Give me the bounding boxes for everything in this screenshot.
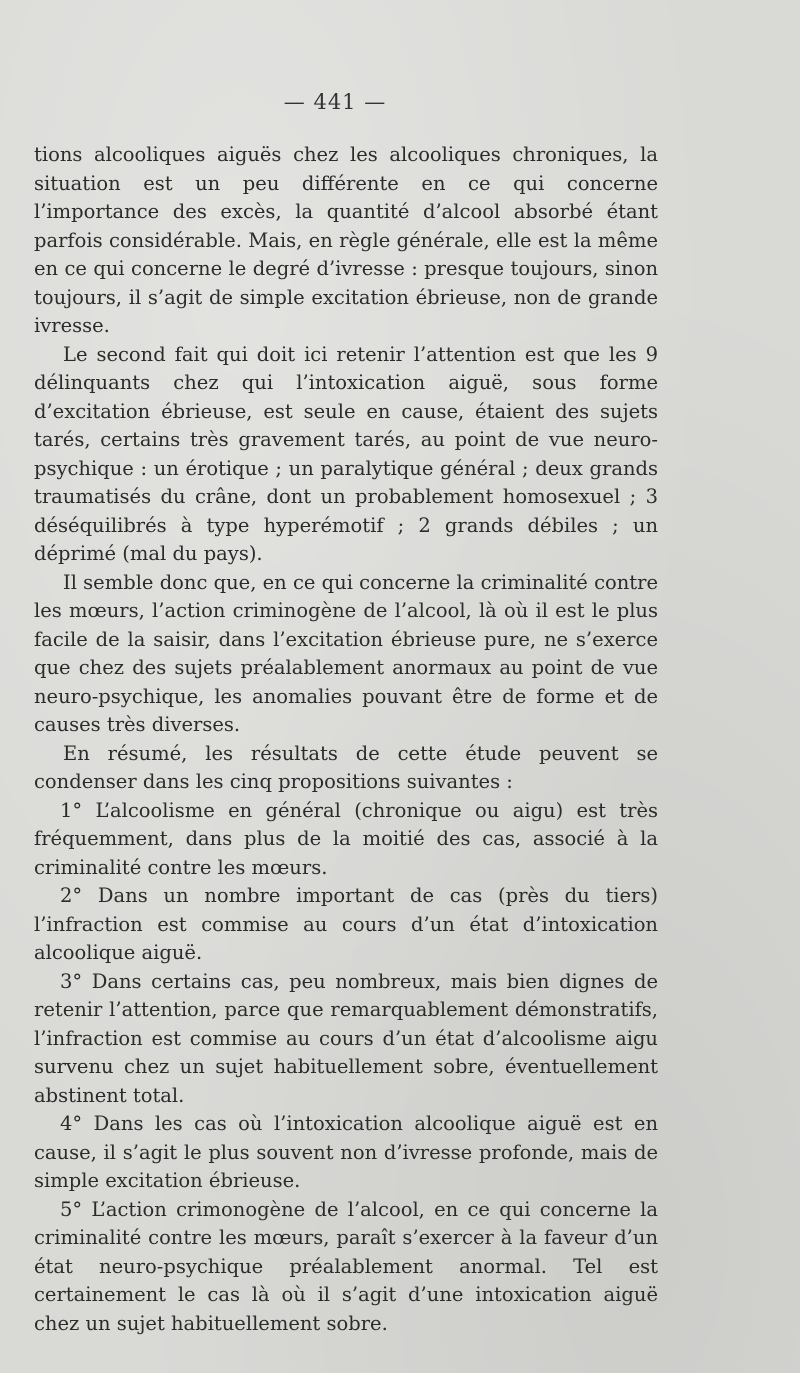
paragraph-summary-intro: En résumé, les résultats de cette étude peuvent se condenser dans les cinq propositions suivantes : xyxy=(34,741,658,793)
proposition-3: 3° Dans certains cas, peu nombreux, mais bien dignes de retenir l’attention, parce que remarquablement démonstratifs, l’infraction est commise au cours d’un état d’alcoolisme aigu survenu chez un sujet habituellement sobre, éventuellement abstinent total. xyxy=(34,969,658,1107)
proposition-5: 5° L’action crimonogène de l’alcool, en ce qui concerne la criminalité contre les mœurs, paraît s’exercer à la faveur d’un état neuro-psychique préalablement anormal. Tel est certainement le cas là où il s’agit d’une intoxication aiguë chez un sujet habituellement sobre. xyxy=(34,1197,658,1335)
proposition-2: 2° Dans un nombre important de cas (près du tiers) l’infraction est commise au cours d’un état d’intoxication alcoolique aiguë. xyxy=(34,884,658,964)
proposition-4: 4° Dans les cas où l’intoxication alcoolique aiguë est en cause, il s’agit le plus souvent non d’ivresse profonde, mais de simple excitation ébrieuse. xyxy=(34,1112,658,1192)
paragraph-continuation: tions alcooliques aiguës chez les alcooliques chroniques, la situation est un peu différente en ce qui concerne l’importance des excès, la quantité d’alcool absorbé étant parfois considérable. Mais, en règle générale, elle est la même en ce qui concerne le degré d’ivresse : presque toujours, sinon toujours, il s’agit de simple excitation ébrieuse, non de grande ivresse. xyxy=(34,143,658,337)
proposition-1: 1° L’alcoolisme en général (chronique ou aigu) est très fréquemment, dans plus de la moitié des cas, associé à la criminalité contre les mœurs. xyxy=(34,798,658,879)
paragraph-second-fact: Le second fait qui doit ici retenir l’attention est que les 9 délinquants chez qui l’intoxication aiguë, sous forme d’excitation ébrieuse, est seule en cause, étaient des sujets tarés, certains très gravement tarés, au point de vue neuro-psychique : un érotique ; un paralytique général ; deux grands traumatisés du crâne, dont un probablement homosexuel ; 3 déséquilibrés à type hyperémotif ; 2 grands débiles ; un déprimé (mal du pays). xyxy=(34,342,658,565)
page-number: — 441 — xyxy=(283,90,387,114)
paragraph-criminality: Il semble donc que, en ce qui concerne la criminalité contre les mœurs, l’action criminogène de l’alcool, là où il est le plus facile de la saisir, dans l’excitation ébrieuse pure, ne s’exerce que chez des sujets préalablement anormaux au point de vue neuro-psychique, les anomalies pouvant être de forme et de causes très diverses. xyxy=(34,570,658,736)
body-text xyxy=(34,141,658,1338)
